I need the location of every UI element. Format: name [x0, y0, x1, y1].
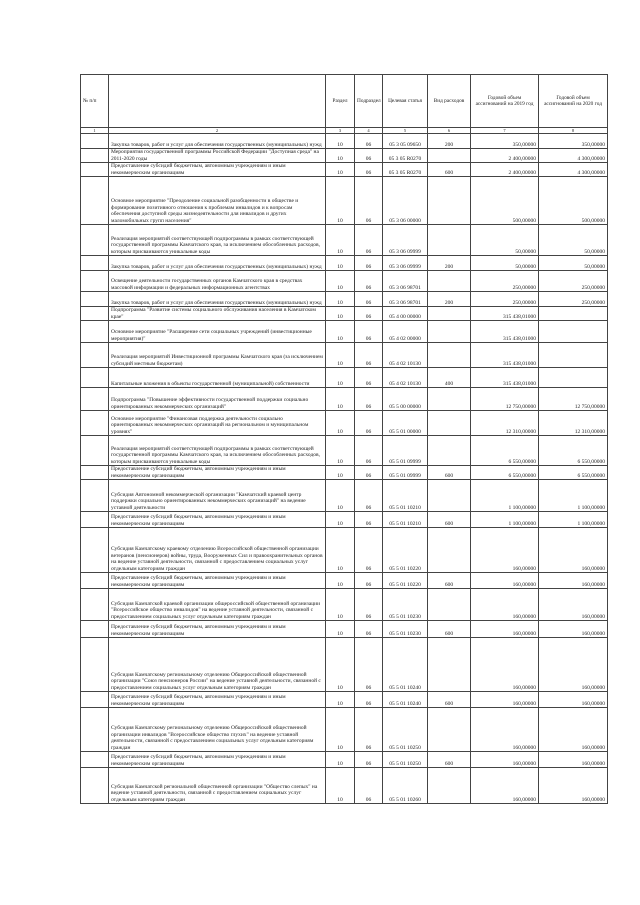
row-expense-type-cell — [428, 589, 471, 621]
row-name-cell: Субсидия Камчатскому региональному отделению Общероссийской общественной организации инвалидов "Всероссийское общество глухих" на ведение уставной деятельности, связанной с предоставлением социальных услуг отдельным категориям граждан — [109, 708, 326, 752]
row-2019-cell: 315 438,01000 — [471, 321, 539, 343]
row-podrazdel-cell: 06 — [355, 388, 383, 411]
row-razdel-cell: 10 — [326, 343, 355, 368]
row-podrazdel-cell: 06 — [355, 271, 383, 292]
table-row — [81, 638, 608, 692]
row-razdel-cell: 10 — [326, 368, 355, 388]
row-2020-cell: 500,00000 — [539, 177, 608, 225]
row-razdel-cell: 10 — [326, 621, 355, 638]
row-target-article-cell: 05 5 01 10210 — [383, 480, 428, 512]
row-2020-cell: 12 750,00000 — [539, 388, 608, 411]
row-razdel-cell: 10 — [326, 708, 355, 752]
row-expense-type-cell: 600 — [428, 692, 471, 708]
row-number-cell — [81, 225, 109, 256]
row-expense-type-cell — [428, 768, 471, 804]
row-2019-cell: 315 438,01000 — [471, 368, 539, 388]
col-num-6: 6 — [428, 128, 471, 134]
row-2020-cell — [539, 368, 608, 388]
row-expense-type-cell — [428, 343, 471, 368]
table-row — [81, 692, 608, 708]
row-name-cell: Подпрограмма "Повышение эффективности государственной поддержки социально ориентированных некоммерческих организаций" — [109, 388, 326, 411]
row-2019-cell: 350,00000 — [471, 134, 539, 149]
row-2020-cell: 4 300,00000 — [539, 163, 608, 177]
row-podrazdel-cell: 06 — [355, 638, 383, 692]
row-podrazdel-cell: 06 — [355, 368, 383, 388]
row-razdel-cell: 10 — [326, 307, 355, 321]
row-podrazdel-cell: 06 — [355, 528, 383, 573]
row-2019-cell: 160,00000 — [471, 573, 539, 589]
row-2020-cell: 160,00000 — [539, 638, 608, 692]
table-row — [81, 752, 608, 768]
col-num-4: 4 — [355, 128, 383, 134]
row-expense-type-cell — [428, 638, 471, 692]
row-expense-type-cell — [428, 271, 471, 292]
row-razdel-cell: 10 — [326, 512, 355, 528]
row-name-cell: Реализация мероприятий Инвестиционной программы Камчатского края (за исключением субсидий местным бюджетам) — [109, 343, 326, 368]
row-razdel-cell: 10 — [326, 466, 355, 480]
col-header-2020: Годовой объем ассигнований на 2020 год — [539, 75, 608, 128]
row-expense-type-cell: 200 — [428, 134, 471, 149]
row-2020-cell: 1 100,00000 — [539, 480, 608, 512]
table-row — [81, 466, 608, 480]
row-expense-type-cell: 600 — [428, 466, 471, 480]
row-target-article-cell: 05 3 06 00000 — [383, 177, 428, 225]
row-expense-type-cell: 600 — [428, 163, 471, 177]
row-2019-cell: 500,00000 — [471, 177, 539, 225]
budget-table — [80, 74, 608, 804]
table-row — [81, 149, 608, 163]
row-razdel-cell: 10 — [326, 752, 355, 768]
row-name-cell: Предоставление субсидий бюджетным, автономным учреждениям и иным некоммерческим организациям — [109, 621, 326, 638]
row-target-article-cell: 05 3 05 09650 — [383, 134, 428, 149]
row-2019-cell: 12 750,00000 — [471, 388, 539, 411]
col-num-1: 1 — [81, 128, 109, 134]
row-podrazdel-cell: 06 — [355, 149, 383, 163]
row-expense-type-cell — [428, 388, 471, 411]
col-num-8: 8 — [539, 128, 608, 134]
row-name-cell: Основное мероприятие "Финансовая поддержка деятельности социально ориентированных некоммерческих организаций на региональном и муниципальном уровнях" — [109, 411, 326, 436]
row-2020-cell: 160,00000 — [539, 621, 608, 638]
row-podrazdel-cell: 06 — [355, 512, 383, 528]
row-podrazdel-cell: 06 — [355, 225, 383, 256]
row-number-cell — [81, 436, 109, 466]
table-row — [81, 134, 608, 149]
table-body — [81, 134, 608, 804]
row-number-cell — [81, 480, 109, 512]
row-2020-cell: 160,00000 — [539, 752, 608, 768]
row-name-cell: Основное мероприятие "Преодоление социальной разобщенности в обществе и формирование позитивного отношения к проблемам инвалидов и к вопросам обеспечения доступной среды жизнедеятельности для инвалидов и других маломобильных групп населения" — [109, 177, 326, 225]
row-expense-type-cell — [428, 708, 471, 752]
row-number-cell — [81, 411, 109, 436]
row-2019-cell: 2 400,00000 — [471, 163, 539, 177]
table-row — [81, 436, 608, 466]
row-number-cell — [81, 368, 109, 388]
row-2019-cell: 160,00000 — [471, 528, 539, 573]
row-expense-type-cell: 200 — [428, 256, 471, 271]
row-name-cell: Закупка товаров, работ и услуг для обеспечения государственных (муниципальных) нужд — [109, 292, 326, 307]
row-podrazdel-cell: 06 — [355, 307, 383, 321]
row-razdel-cell: 10 — [326, 177, 355, 225]
row-target-article-cell: 05 5 01 10220 — [383, 528, 428, 573]
row-target-article-cell: 05 3 06 09999 — [383, 256, 428, 271]
row-target-article-cell: 05 5 01 10220 — [383, 573, 428, 589]
row-2019-cell: 160,00000 — [471, 768, 539, 804]
row-podrazdel-cell: 06 — [355, 292, 383, 307]
row-target-article-cell: 05 5 00 00000 — [383, 388, 428, 411]
row-name-cell: Основное мероприятие "Расширение сети социальных учреждений (инвестиционные мероприятия)" — [109, 321, 326, 343]
row-razdel-cell: 10 — [326, 149, 355, 163]
row-expense-type-cell — [428, 307, 471, 321]
table-row — [81, 621, 608, 638]
table-row — [81, 163, 608, 177]
row-2019-cell: 315 438,01000 — [471, 343, 539, 368]
row-razdel-cell: 10 — [326, 768, 355, 804]
row-podrazdel-cell: 06 — [355, 708, 383, 752]
row-target-article-cell: 05 5 01 10240 — [383, 638, 428, 692]
row-2019-cell: 250,00000 — [471, 271, 539, 292]
row-2019-cell: 1 100,00000 — [471, 480, 539, 512]
row-name-cell: Предоставление субсидий бюджетным, автономным учреждениям и иным некоммерческим организациям — [109, 692, 326, 708]
row-target-article-cell: 05 4 00 00000 — [383, 307, 428, 321]
table-row — [81, 271, 608, 292]
row-2020-cell: 50,00000 — [539, 225, 608, 256]
row-razdel-cell: 10 — [326, 321, 355, 343]
row-podrazdel-cell: 06 — [355, 256, 383, 271]
row-number-cell — [81, 512, 109, 528]
row-2020-cell: 160,00000 — [539, 768, 608, 804]
row-number-cell — [81, 321, 109, 343]
row-expense-type-cell: 600 — [428, 512, 471, 528]
row-target-article-cell: 05 3 06 98701 — [383, 271, 428, 292]
row-2019-cell: 6 550,00000 — [471, 436, 539, 466]
row-number-cell — [81, 589, 109, 621]
row-name-cell: Реализация мероприятий соответствующей подпрограммы в рамках соответствующей государственной программы Камчатского края, за исключением обособленных расходов, которым присваиваются уникальные коды — [109, 436, 326, 466]
row-target-article-cell: 05 5 01 09999 — [383, 436, 428, 466]
row-expense-type-cell: 600 — [428, 621, 471, 638]
table-row — [81, 368, 608, 388]
row-target-article-cell: 05 5 01 10210 — [383, 512, 428, 528]
row-expense-type-cell: 200 — [428, 292, 471, 307]
row-podrazdel-cell: 06 — [355, 466, 383, 480]
table-row — [81, 225, 608, 256]
row-target-article-cell: 05 5 01 09999 — [383, 466, 428, 480]
row-2020-cell: 160,00000 — [539, 589, 608, 621]
col-header-expense-type: Вид расходов — [428, 75, 471, 128]
row-expense-type-cell — [428, 528, 471, 573]
row-2019-cell: 50,00000 — [471, 256, 539, 271]
row-number-cell — [81, 752, 109, 768]
row-podrazdel-cell: 06 — [355, 768, 383, 804]
row-2020-cell: 50,00000 — [539, 256, 608, 271]
row-razdel-cell: 10 — [326, 436, 355, 466]
table-row — [81, 343, 608, 368]
row-2019-cell: 160,00000 — [471, 589, 539, 621]
table-row — [81, 411, 608, 436]
row-2020-cell: 1 100,00000 — [539, 512, 608, 528]
row-number-cell — [81, 692, 109, 708]
row-podrazdel-cell: 06 — [355, 621, 383, 638]
row-expense-type-cell — [428, 321, 471, 343]
row-expense-type-cell — [428, 411, 471, 436]
row-name-cell: Освещение деятельности государственных органов Камчатского края в средствах массовой информации и федеральных информационных агентствах — [109, 271, 326, 292]
row-2020-cell: 6 550,00000 — [539, 466, 608, 480]
row-target-article-cell: 05 3 06 09999 — [383, 225, 428, 256]
table-row — [81, 292, 608, 307]
row-name-cell: Реализация мероприятий соответствующей подпрограммы в рамках соответствующей государственной программы Камчатского края, за исключением обособленных расходов, которым присваиваются уникальные коды — [109, 225, 326, 256]
row-target-article-cell: 05 4 02 00000 — [383, 321, 428, 343]
row-2020-cell: 160,00000 — [539, 692, 608, 708]
row-number-cell — [81, 177, 109, 225]
row-target-article-cell: 05 5 01 10250 — [383, 752, 428, 768]
row-number-cell — [81, 307, 109, 321]
row-number-cell — [81, 163, 109, 177]
row-name-cell: Предоставление субсидий бюджетным, автономным учреждениям и иным некоммерческим организациям — [109, 512, 326, 528]
col-header-podrazdel: Подраздел — [355, 75, 383, 128]
table-row — [81, 307, 608, 321]
row-name-cell: Субсидия Камчатской региональной общественной организации "Общество слепых" на ведение уставной деятельности, связанной с предоставлением социальных услуг отдельным категориям граждан — [109, 768, 326, 804]
row-name-cell: Предоставление субсидий бюджетным, автономным учреждениям и иным некоммерческим организациям — [109, 573, 326, 589]
row-razdel-cell: 10 — [326, 480, 355, 512]
row-target-article-cell: 05 5 01 10240 — [383, 692, 428, 708]
row-expense-type-cell — [428, 436, 471, 466]
row-target-article-cell: 05 4 02 10130 — [383, 368, 428, 388]
row-razdel-cell: 10 — [326, 638, 355, 692]
row-podrazdel-cell: 06 — [355, 573, 383, 589]
row-razdel-cell: 10 — [326, 292, 355, 307]
row-name-cell: Капитальные вложения в объекты государственной (муниципальной) собственности — [109, 368, 326, 388]
row-2020-cell: 6 550,00000 — [539, 436, 608, 466]
row-number-cell — [81, 621, 109, 638]
row-name-cell: Подпрограмма "Развитие системы социального обслуживания населения в Камчатском крае" — [109, 307, 326, 321]
row-name-cell: Предоставление субсидий бюджетным, автономным учреждениям и иным некоммерческим организациям — [109, 752, 326, 768]
table-row — [81, 480, 608, 512]
row-razdel-cell: 10 — [326, 589, 355, 621]
row-2020-cell: 160,00000 — [539, 708, 608, 752]
row-razdel-cell: 10 — [326, 388, 355, 411]
table-row — [81, 573, 608, 589]
row-number-cell — [81, 466, 109, 480]
row-expense-type-cell: 600 — [428, 573, 471, 589]
row-razdel-cell: 10 — [326, 573, 355, 589]
row-number-cell — [81, 573, 109, 589]
col-header-target-article: Целевая статья — [383, 75, 428, 128]
row-expense-type-cell: 400 — [428, 368, 471, 388]
col-header-razdel: Раздел — [326, 75, 355, 128]
row-2019-cell: 6 550,00000 — [471, 466, 539, 480]
row-name-cell: Закупка товаров, работ и услуг для обеспечения государственных (муниципальных) нужд — [109, 134, 326, 149]
row-target-article-cell: 05 5 01 10250 — [383, 708, 428, 752]
row-name-cell: Предоставление субсидий бюджетным, автономным учреждениям и иным некоммерческим организациям — [109, 163, 326, 177]
row-2020-cell — [539, 321, 608, 343]
row-expense-type-cell — [428, 225, 471, 256]
row-name-cell: Субсидия Камчатскому региональному отделению Общероссийской общественной организации "Союз пенсионеров России" на ведение уставной деятельности, связанной с предоставлением социальных услуг отдельным категориям граждан — [109, 638, 326, 692]
row-podrazdel-cell: 06 — [355, 163, 383, 177]
row-razdel-cell: 10 — [326, 225, 355, 256]
col-num-7: 7 — [471, 128, 539, 134]
col-num-2: 2 — [109, 128, 326, 134]
row-expense-type-cell: 600 — [428, 752, 471, 768]
row-target-article-cell: 05 3 06 98701 — [383, 292, 428, 307]
row-2019-cell: 315 438,01000 — [471, 307, 539, 321]
row-podrazdel-cell: 06 — [355, 411, 383, 436]
col-header-name — [109, 75, 326, 128]
row-number-cell — [81, 708, 109, 752]
row-expense-type-cell — [428, 480, 471, 512]
table-row — [81, 768, 608, 804]
row-razdel-cell: 10 — [326, 163, 355, 177]
col-num-3: 3 — [326, 128, 355, 134]
row-razdel-cell: 10 — [326, 134, 355, 149]
row-razdel-cell: 10 — [326, 256, 355, 271]
row-number-cell — [81, 388, 109, 411]
row-2019-cell: 160,00000 — [471, 621, 539, 638]
row-podrazdel-cell: 06 — [355, 321, 383, 343]
row-2020-cell: 160,00000 — [539, 573, 608, 589]
table-header — [81, 75, 608, 128]
row-target-article-cell: 05 3 05 R0270 — [383, 163, 428, 177]
row-name-cell: Субсидия Камчатской краевой организации общероссийской общественной организации "Всероссийское общество инвалидов" на ведение уставной деятельности, связанной с предоставлением социальных услуг отдельным категориям граждан — [109, 589, 326, 621]
budget-sheet — [80, 74, 607, 804]
row-2020-cell: 350,00000 — [539, 134, 608, 149]
row-target-article-cell: 05 5 01 10260 — [383, 768, 428, 804]
row-2020-cell: 250,00000 — [539, 271, 608, 292]
row-razdel-cell: 10 — [326, 411, 355, 436]
row-podrazdel-cell: 06 — [355, 177, 383, 225]
row-2019-cell: 12 310,00000 — [471, 411, 539, 436]
row-podrazdel-cell: 06 — [355, 589, 383, 621]
row-podrazdel-cell: 06 — [355, 134, 383, 149]
row-2020-cell — [539, 343, 608, 368]
row-number-cell — [81, 256, 109, 271]
row-number-cell — [81, 528, 109, 573]
row-2019-cell: 1 100,00000 — [471, 512, 539, 528]
row-2020-cell — [539, 307, 608, 321]
row-razdel-cell: 10 — [326, 271, 355, 292]
row-2019-cell: 50,00000 — [471, 225, 539, 256]
row-target-article-cell: 05 5 01 00000 — [383, 411, 428, 436]
row-razdel-cell: 10 — [326, 692, 355, 708]
row-name-cell: Субсидия Камчатскому краевому отделению Всероссийской общественной организации ветеранов (пенсионеров) войны, труда, Вооруженных Сил и правоохранительных органов на ведение уставной деятельности, связанной с предоставлением социальных услуг отдельным категориям граждан — [109, 528, 326, 573]
table-row — [81, 512, 608, 528]
row-target-article-cell: 05 3 05 R0270 — [383, 149, 428, 163]
col-header-2019: Годовой объем ассигнований на 2019 год — [471, 75, 539, 128]
col-num-5: 5 — [383, 128, 428, 134]
row-2019-cell: 160,00000 — [471, 638, 539, 692]
row-2019-cell: 160,00000 — [471, 752, 539, 768]
table-row — [81, 528, 608, 573]
row-podrazdel-cell: 06 — [355, 436, 383, 466]
row-2019-cell: 250,00000 — [471, 292, 539, 307]
row-2020-cell: 160,00000 — [539, 528, 608, 573]
row-expense-type-cell — [428, 177, 471, 225]
row-target-article-cell: 05 5 01 10230 — [383, 621, 428, 638]
table-row — [81, 708, 608, 752]
row-podrazdel-cell: 06 — [355, 343, 383, 368]
row-number-cell — [81, 638, 109, 692]
row-podrazdel-cell: 06 — [355, 752, 383, 768]
table-row — [81, 388, 608, 411]
row-name-cell: Субсидия Автономной некоммерческой организации "Камчатский краевой центр поддержки социально ориентированных некоммерческих организаций" на ведение уставной деятельности — [109, 480, 326, 512]
row-number-cell — [81, 343, 109, 368]
col-header-number: № п/п — [81, 75, 109, 128]
row-expense-type-cell — [428, 149, 471, 163]
table-row — [81, 589, 608, 621]
row-2019-cell: 2 400,00000 — [471, 149, 539, 163]
row-target-article-cell: 05 5 01 10230 — [383, 589, 428, 621]
row-name-cell: Предоставление субсидий бюджетным, автономным учреждениям и иным некоммерческим организациям — [109, 466, 326, 480]
row-2020-cell: 4 300,00000 — [539, 149, 608, 163]
row-number-cell — [81, 768, 109, 804]
row-2020-cell: 250,00000 — [539, 292, 608, 307]
row-2020-cell: 12 310,00000 — [539, 411, 608, 436]
row-number-cell — [81, 149, 109, 163]
table-row — [81, 256, 608, 271]
table-row — [81, 177, 608, 225]
row-2019-cell: 160,00000 — [471, 708, 539, 752]
row-number-cell — [81, 292, 109, 307]
row-number-cell — [81, 271, 109, 292]
row-number-cell — [81, 134, 109, 149]
row-podrazdel-cell: 06 — [355, 692, 383, 708]
row-podrazdel-cell: 06 — [355, 480, 383, 512]
table-row — [81, 321, 608, 343]
row-name-cell: Мероприятия государственной программы Российской Федерации "Доступная среда" на 2011-2020 годы — [109, 149, 326, 163]
row-name-cell: Закупка товаров, работ и услуг для обеспечения государственных (муниципальных) нужд — [109, 256, 326, 271]
row-target-article-cell: 05 4 02 10130 — [383, 343, 428, 368]
row-razdel-cell: 10 — [326, 528, 355, 573]
row-2019-cell: 160,00000 — [471, 692, 539, 708]
